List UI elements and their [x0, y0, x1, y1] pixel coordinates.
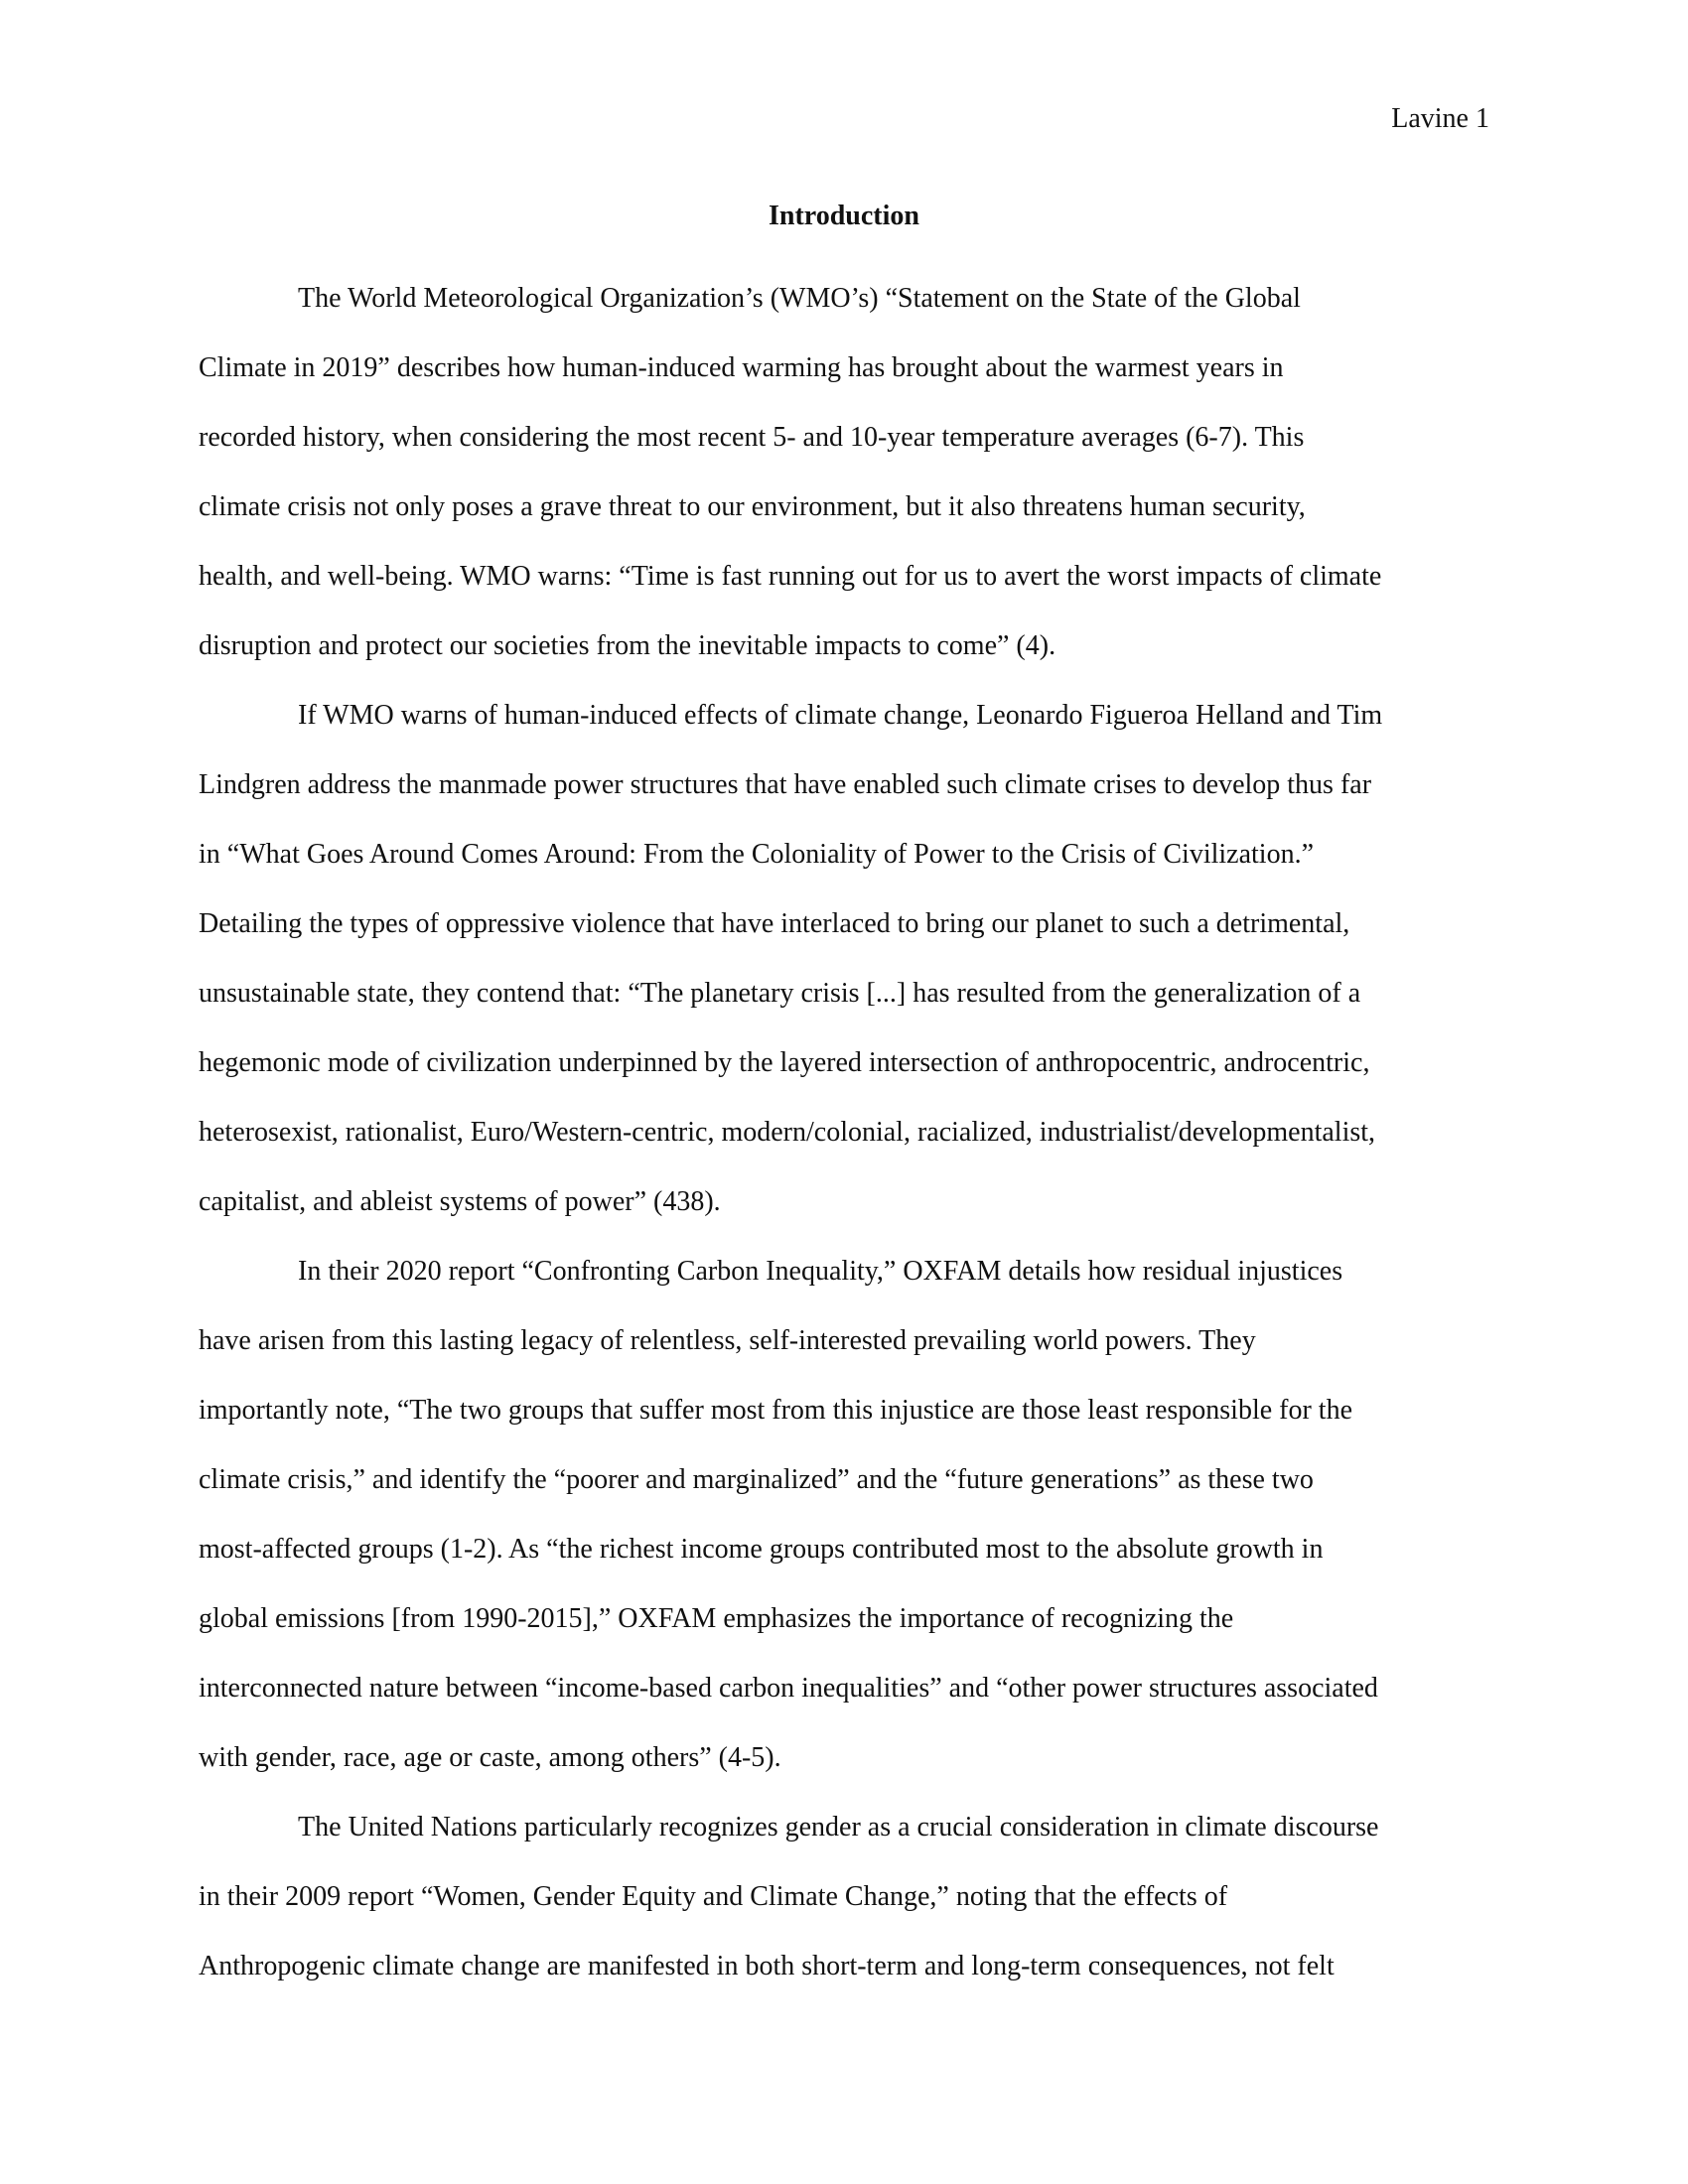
text-line: The World Meteorological Organization’s (WMO’s) “Statement on the State of the Global — [298, 283, 1301, 314]
text-line: in “What Goes Around Comes Around: From the Coloniality of Power to the Crisis of Civilization.” — [199, 839, 1314, 870]
text-line: disruption and protect our societies from the inevitable impacts to come” (4). — [199, 630, 1056, 661]
text-line: recorded history, when considering the most recent 5- and 10-year temperature averages (6-7). This — [199, 422, 1305, 453]
paragraph-container — [199, 264, 1489, 2001]
section-title: Introduction — [769, 201, 919, 231]
text-line: importantly note, “The two groups that suffer most from this injustice are those least responsible for the — [199, 1395, 1352, 1426]
text-line: heterosexist, rationalist, Euro/Western-centric, modern/colonial, racialized, industrialist/developmentalist, — [199, 1117, 1376, 1148]
text-line: hegemonic mode of civilization underpinned by the layered intersection of anthropocentric, androcentric, — [199, 1047, 1370, 1078]
text-line: have arisen from this lasting legacy of relentless, self-interested prevailing world powers. They — [199, 1325, 1256, 1356]
paragraph — [199, 1793, 1489, 2001]
text-line: unsustainable state, they contend that: “The planetary crisis [...] has resulted from the generalization of a — [199, 978, 1361, 1009]
text-line: The United Nations particularly recognizes gender as a crucial consideration in climate discourse — [298, 1812, 1379, 1843]
paragraph — [199, 264, 1489, 681]
text-line: Lindgren address the manmade power structures that have enabled such climate crises to develop thus far — [199, 769, 1372, 800]
paragraph — [199, 681, 1489, 1237]
text-line: If WMO warns of human-induced effects of climate change, Leonardo Figueroa Helland and Tim — [298, 700, 1383, 731]
text-line: most-affected groups (1-2). As “the richest income groups contributed most to the absolute growth in — [199, 1534, 1324, 1565]
text-line: climate crisis,” and identify the “poorer and marginalized” and the “future generations” as these two — [199, 1464, 1314, 1495]
text-line: in their 2009 report “Women, Gender Equity and Climate Change,” noting that the effects of — [199, 1881, 1228, 1912]
running-head: Lavine 1 — [1391, 103, 1489, 134]
text-line: Climate in 2019” describes how human-induced warming has brought about the warmest years in — [199, 352, 1284, 383]
text-line: Detailing the types of oppressive violence that have interlaced to bring our planet to such a detrimental, — [199, 908, 1350, 939]
text-line: climate crisis not only poses a grave threat to our environment, but it also threatens human security, — [199, 491, 1306, 522]
text-line: global emissions [from 1990-2015],” OXFAM emphasizes the importance of recognizing the — [199, 1603, 1234, 1634]
paragraph — [199, 1237, 1489, 1793]
document-body — [199, 195, 1489, 2001]
text-line: health, and well-being. WMO warns: “Time is fast running out for us to avert the worst impacts of climate — [199, 561, 1382, 592]
text-line: capitalist, and ableist systems of power” (438). — [199, 1186, 721, 1217]
text-line: Anthropogenic climate change are manifested in both short-term and long-term consequences, not felt — [199, 1951, 1335, 1981]
text-line: In their 2020 report “Confronting Carbon Inequality,” OXFAM details how residual injustices — [298, 1256, 1343, 1287]
text-line: interconnected nature between “income-based carbon inequalities” and “other power structures associated — [199, 1673, 1378, 1704]
text-line: with gender, race, age or caste, among others” (4-5). — [199, 1742, 781, 1773]
